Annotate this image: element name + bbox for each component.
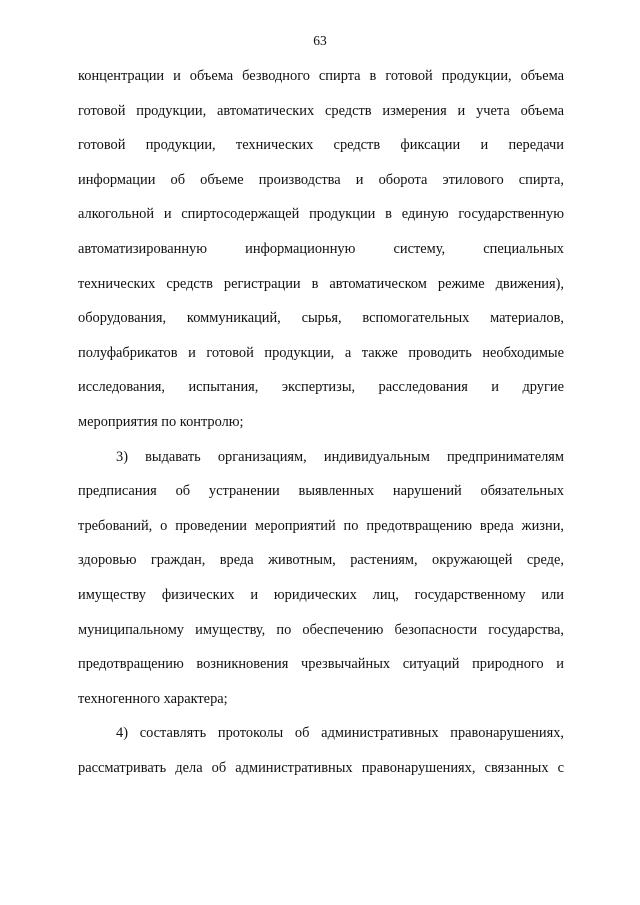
text-line: мероприятия по контролю; xyxy=(78,413,244,430)
paragraph-item-4 xyxy=(78,716,564,785)
text-line: концентрации и объема безводного спирта в готовой продукции, объема xyxy=(78,68,564,84)
text-line: техногенного характера; xyxy=(78,690,228,707)
text-line: оборудования, коммуникаций, сырья, вспомогательных материалов, xyxy=(78,310,564,327)
text-line: информации об объеме производства и оборота этилового спирта, xyxy=(78,171,564,188)
paragraph-continuation xyxy=(78,59,564,440)
text-line: полуфабрикатов и готовой продукции, а также проводить необходимые xyxy=(78,344,564,361)
text-line: здоровью граждан, вреда животным, растениям, окружающей среде, xyxy=(78,552,564,569)
text-line: имуществу физических и юридических лиц, государственному или xyxy=(78,586,564,603)
text-line: алкогольной и спиртосодержащей продукции в единую государственную xyxy=(78,206,564,223)
text-line: готовой продукции, технических средств фиксации и передачи xyxy=(78,137,564,154)
document-body xyxy=(78,59,564,785)
text-line: муниципальному имуществу, по обеспечению безопасности государства, xyxy=(78,621,564,638)
paragraph-item-3 xyxy=(78,440,564,717)
text-line: исследования, испытания, экспертизы, расследования и другие xyxy=(78,379,564,396)
text-line: технических средств регистрации в автоматическом режиме движения), xyxy=(78,275,564,292)
text-line: требований, о проведении мероприятий по предотвращению вреда жизни, xyxy=(78,517,564,534)
text-line: готовой продукции, автоматических средств измерения и учета объема xyxy=(78,102,564,119)
text-line: 4) составлять протоколы об административных правонарушениях, xyxy=(116,725,564,742)
text-line: предписания об устранении выявленных нарушений обязательных xyxy=(78,483,564,500)
text-line: рассматривать дела об административных правонарушениях, связанных с xyxy=(78,759,564,776)
text-line: 3) выдавать организациям, индивидуальным предпринимателям xyxy=(116,448,564,465)
page-number: 63 xyxy=(313,33,327,48)
text-line: предотвращению возникновения чрезвычайных ситуаций природного и xyxy=(78,656,564,673)
text-line: автоматизированную информационную систему, специальных xyxy=(78,240,564,257)
